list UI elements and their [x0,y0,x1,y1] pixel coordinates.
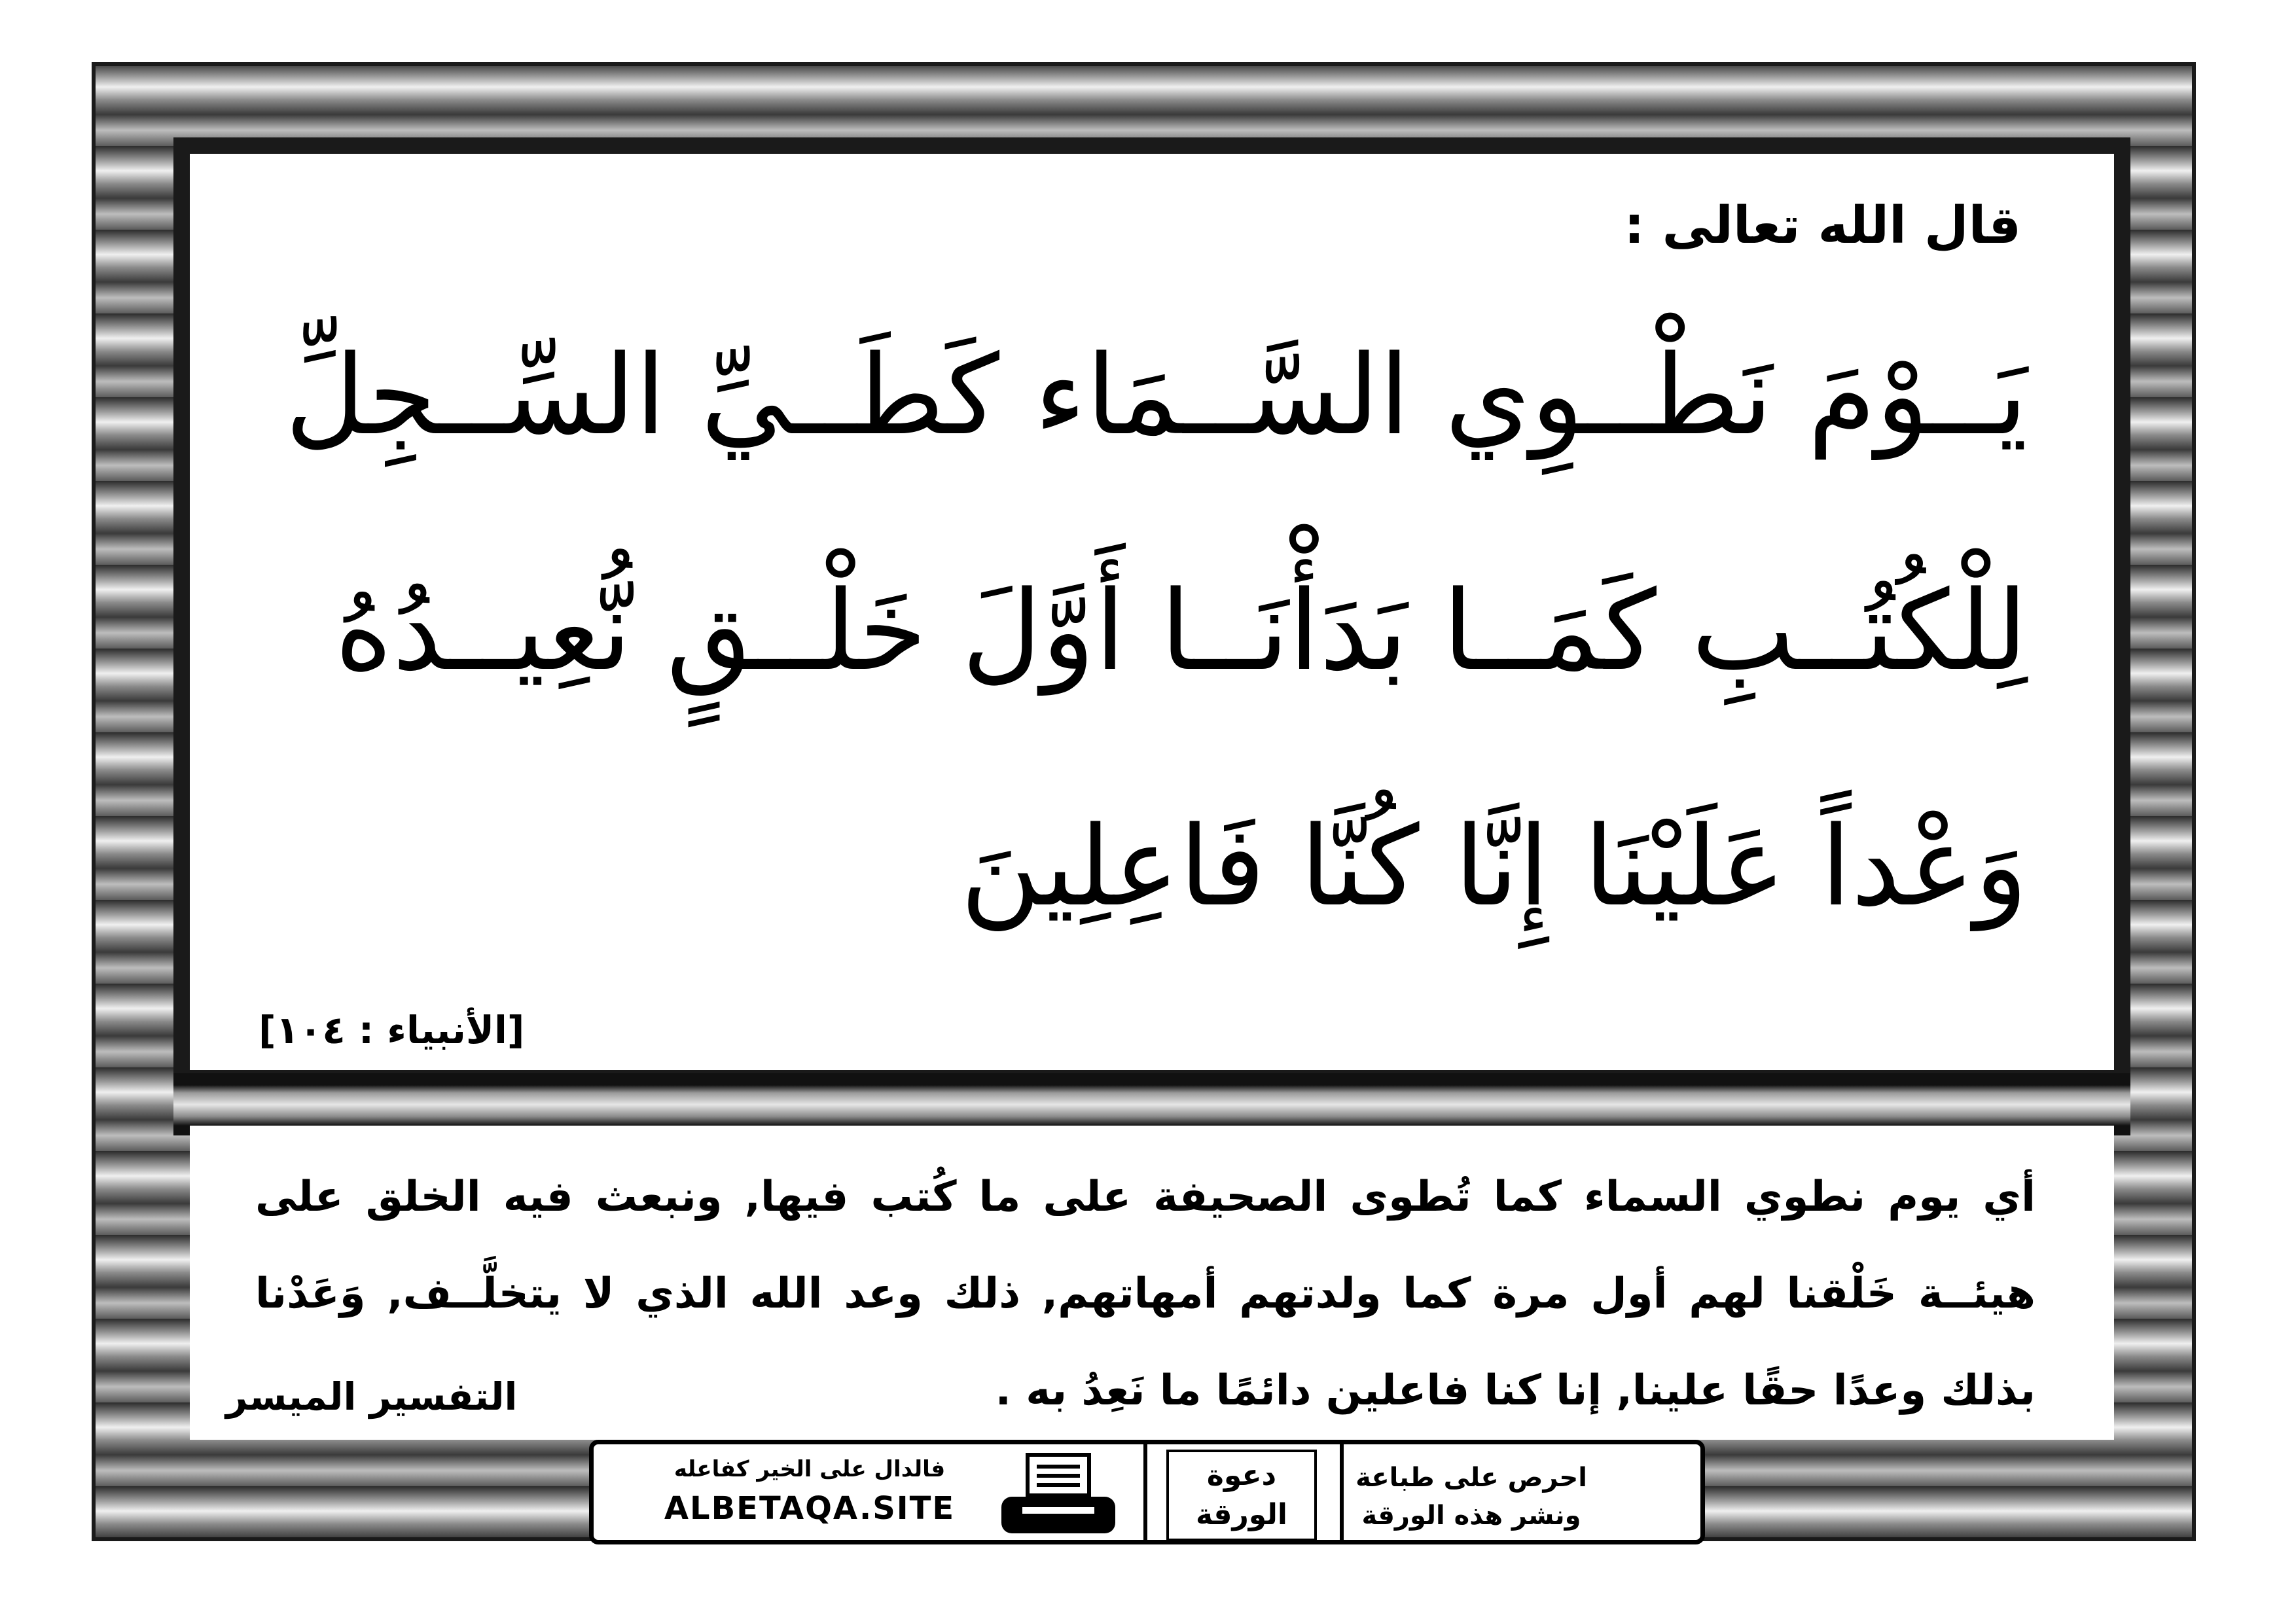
site-caption: فالدال على الخير كفاعله [673,1456,946,1482]
verse-line-3: وَعْداً عَلَيْنَا إِنَّا كُنَّا فَاعِلِينَ [960,802,2028,931]
cta-line-1: احرص على طباعة [1355,1463,1587,1493]
printer-icon [996,1452,1121,1537]
cta-line-2: ونشر هذه الورقة [1361,1501,1581,1531]
tafsir-source: التفسير الميسر [226,1374,518,1419]
site-block [639,1456,980,1527]
logo [1166,1450,1317,1541]
tafsir-text: أي يوم نطوي السماء كما تُطوى الصحيفة على ما كُتب فيها, ونبعث فيه الخلق على هيئــة خَلْقنا لهم أول مرة كما ولدتهم أمهاتهم, ذلك وعد الله الذي لا يتخلَّــف, وَعَدْنا بذلك وعدًا حقًا علينا, إنا كنا فاعلين دائمًا ما نَعِدُ به . [255,1173,2036,1415]
verse-line-1: يَــوْمَ نَطْــوِي السَّــمَاء كَطَــيِّ السِّــجِلِّ [285,331,2028,459]
cta-block [1301,1459,1641,1535]
logo-line-2: الورقة [1195,1498,1287,1531]
verse-line-2: لِلْكُتُــبِ كَمَــا بَدَأْنَــا أَوَّلَ خَلْــقٍ نُّعِيــدُهُ [334,567,2028,695]
logo-line-1: دعوة [1206,1459,1277,1492]
footer-bar [589,1440,1705,1544]
verse-reference: [الأنبياء : ١٠٤] [259,1008,525,1052]
footer-divider [1143,1444,1147,1540]
intro-heading: قال الله تعالى : [1624,196,2021,255]
site-url[interactable]: ALBETAQA.SITE [664,1490,956,1527]
